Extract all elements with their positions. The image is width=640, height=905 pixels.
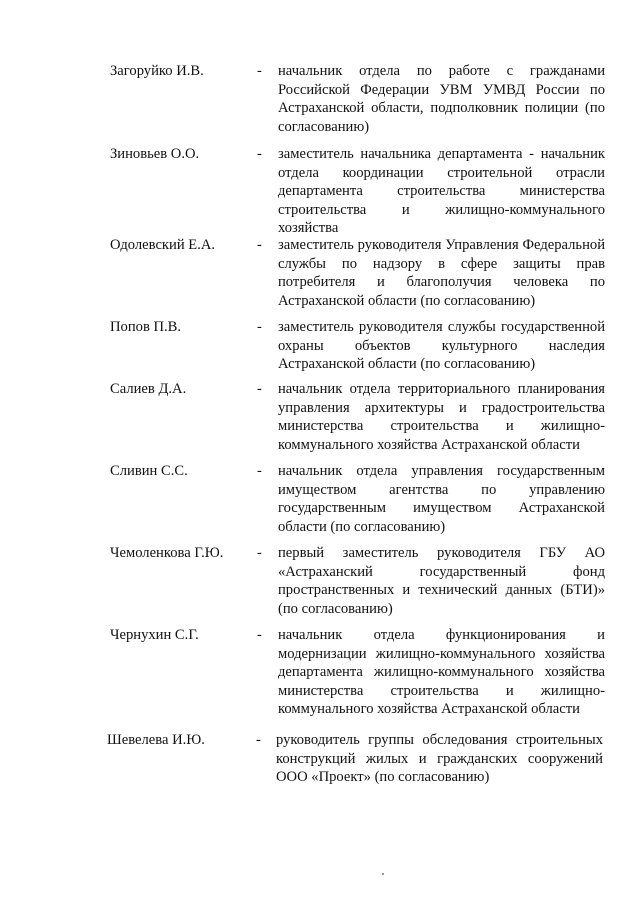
member-position: заместитель руководителя Управления Федеральной службы по надзору в сфере защиты прав потребителя и благополучия человека по Астраханской области (по согласованию) xyxy=(278,237,605,309)
dash-separator: - xyxy=(257,627,262,643)
member-name: Чернухин С.Г. xyxy=(110,627,199,643)
dash-separator: - xyxy=(257,463,262,479)
dash-separator: - xyxy=(256,732,261,748)
dash-separator: - xyxy=(257,146,262,162)
dash-separator: - xyxy=(257,381,262,397)
member-name: Шевелева И.Ю. xyxy=(107,732,205,748)
dash-separator: - xyxy=(257,63,262,79)
member-name: Чемоленкова Г.Ю. xyxy=(110,545,224,561)
dash-separator: - xyxy=(257,319,262,335)
member-name: Салиев Д.А. xyxy=(110,381,187,397)
member-position: начальник отдела территориального планирования управления архитектуры и градостроительства министерства строительства и жилищно-коммунального хозяйства Астраханской области xyxy=(278,381,605,453)
member-position: начальник отдела управления государственным имуществом агентства по управлению государственным имуществом Астраханской области (по согласованию) xyxy=(278,463,605,535)
scan-speck xyxy=(382,873,384,875)
member-name: Зиновьев О.О. xyxy=(110,146,200,162)
member-name: Попов П.В. xyxy=(110,319,182,335)
member-position: первый заместитель руководителя ГБУ АО «Астраханский государственный фонд пространственных и технический данных (БТИ)» (по согласованию) xyxy=(278,545,605,617)
member-name: Загоруйко И.В. xyxy=(110,63,204,79)
member-position: начальник отдела функционирования и модернизации жилищно-коммунального хозяйства департамента жилищно-коммунального хозяйства министерства строительства и жилищно-коммунального хозяйства Астраханской области xyxy=(278,627,605,717)
member-position: заместитель начальника департамента - начальник отдела координации строительной отрасли департамента строительства министерства строительства и жилищно-коммунального хозяйства xyxy=(278,146,605,236)
dash-separator: - xyxy=(257,545,262,561)
member-position: заместитель руководителя службы государственной охраны объектов культурного наследия Астраханской области (по согласованию) xyxy=(278,319,605,372)
dash-separator: - xyxy=(257,237,262,253)
member-position: руководитель группы обследования строительных конструкций жилых и гражданских сооружений ООО «Проект» (по согласованию) xyxy=(276,732,603,785)
member-position: начальник отдела по работе с гражданами Российской Федерации УВМ УМВД России по Астраханской области, подполковник полиции (по согласованию) xyxy=(278,63,605,135)
member-name: Одолевский Е.А. xyxy=(110,237,216,253)
member-name: Сливин С.С. xyxy=(110,463,188,479)
